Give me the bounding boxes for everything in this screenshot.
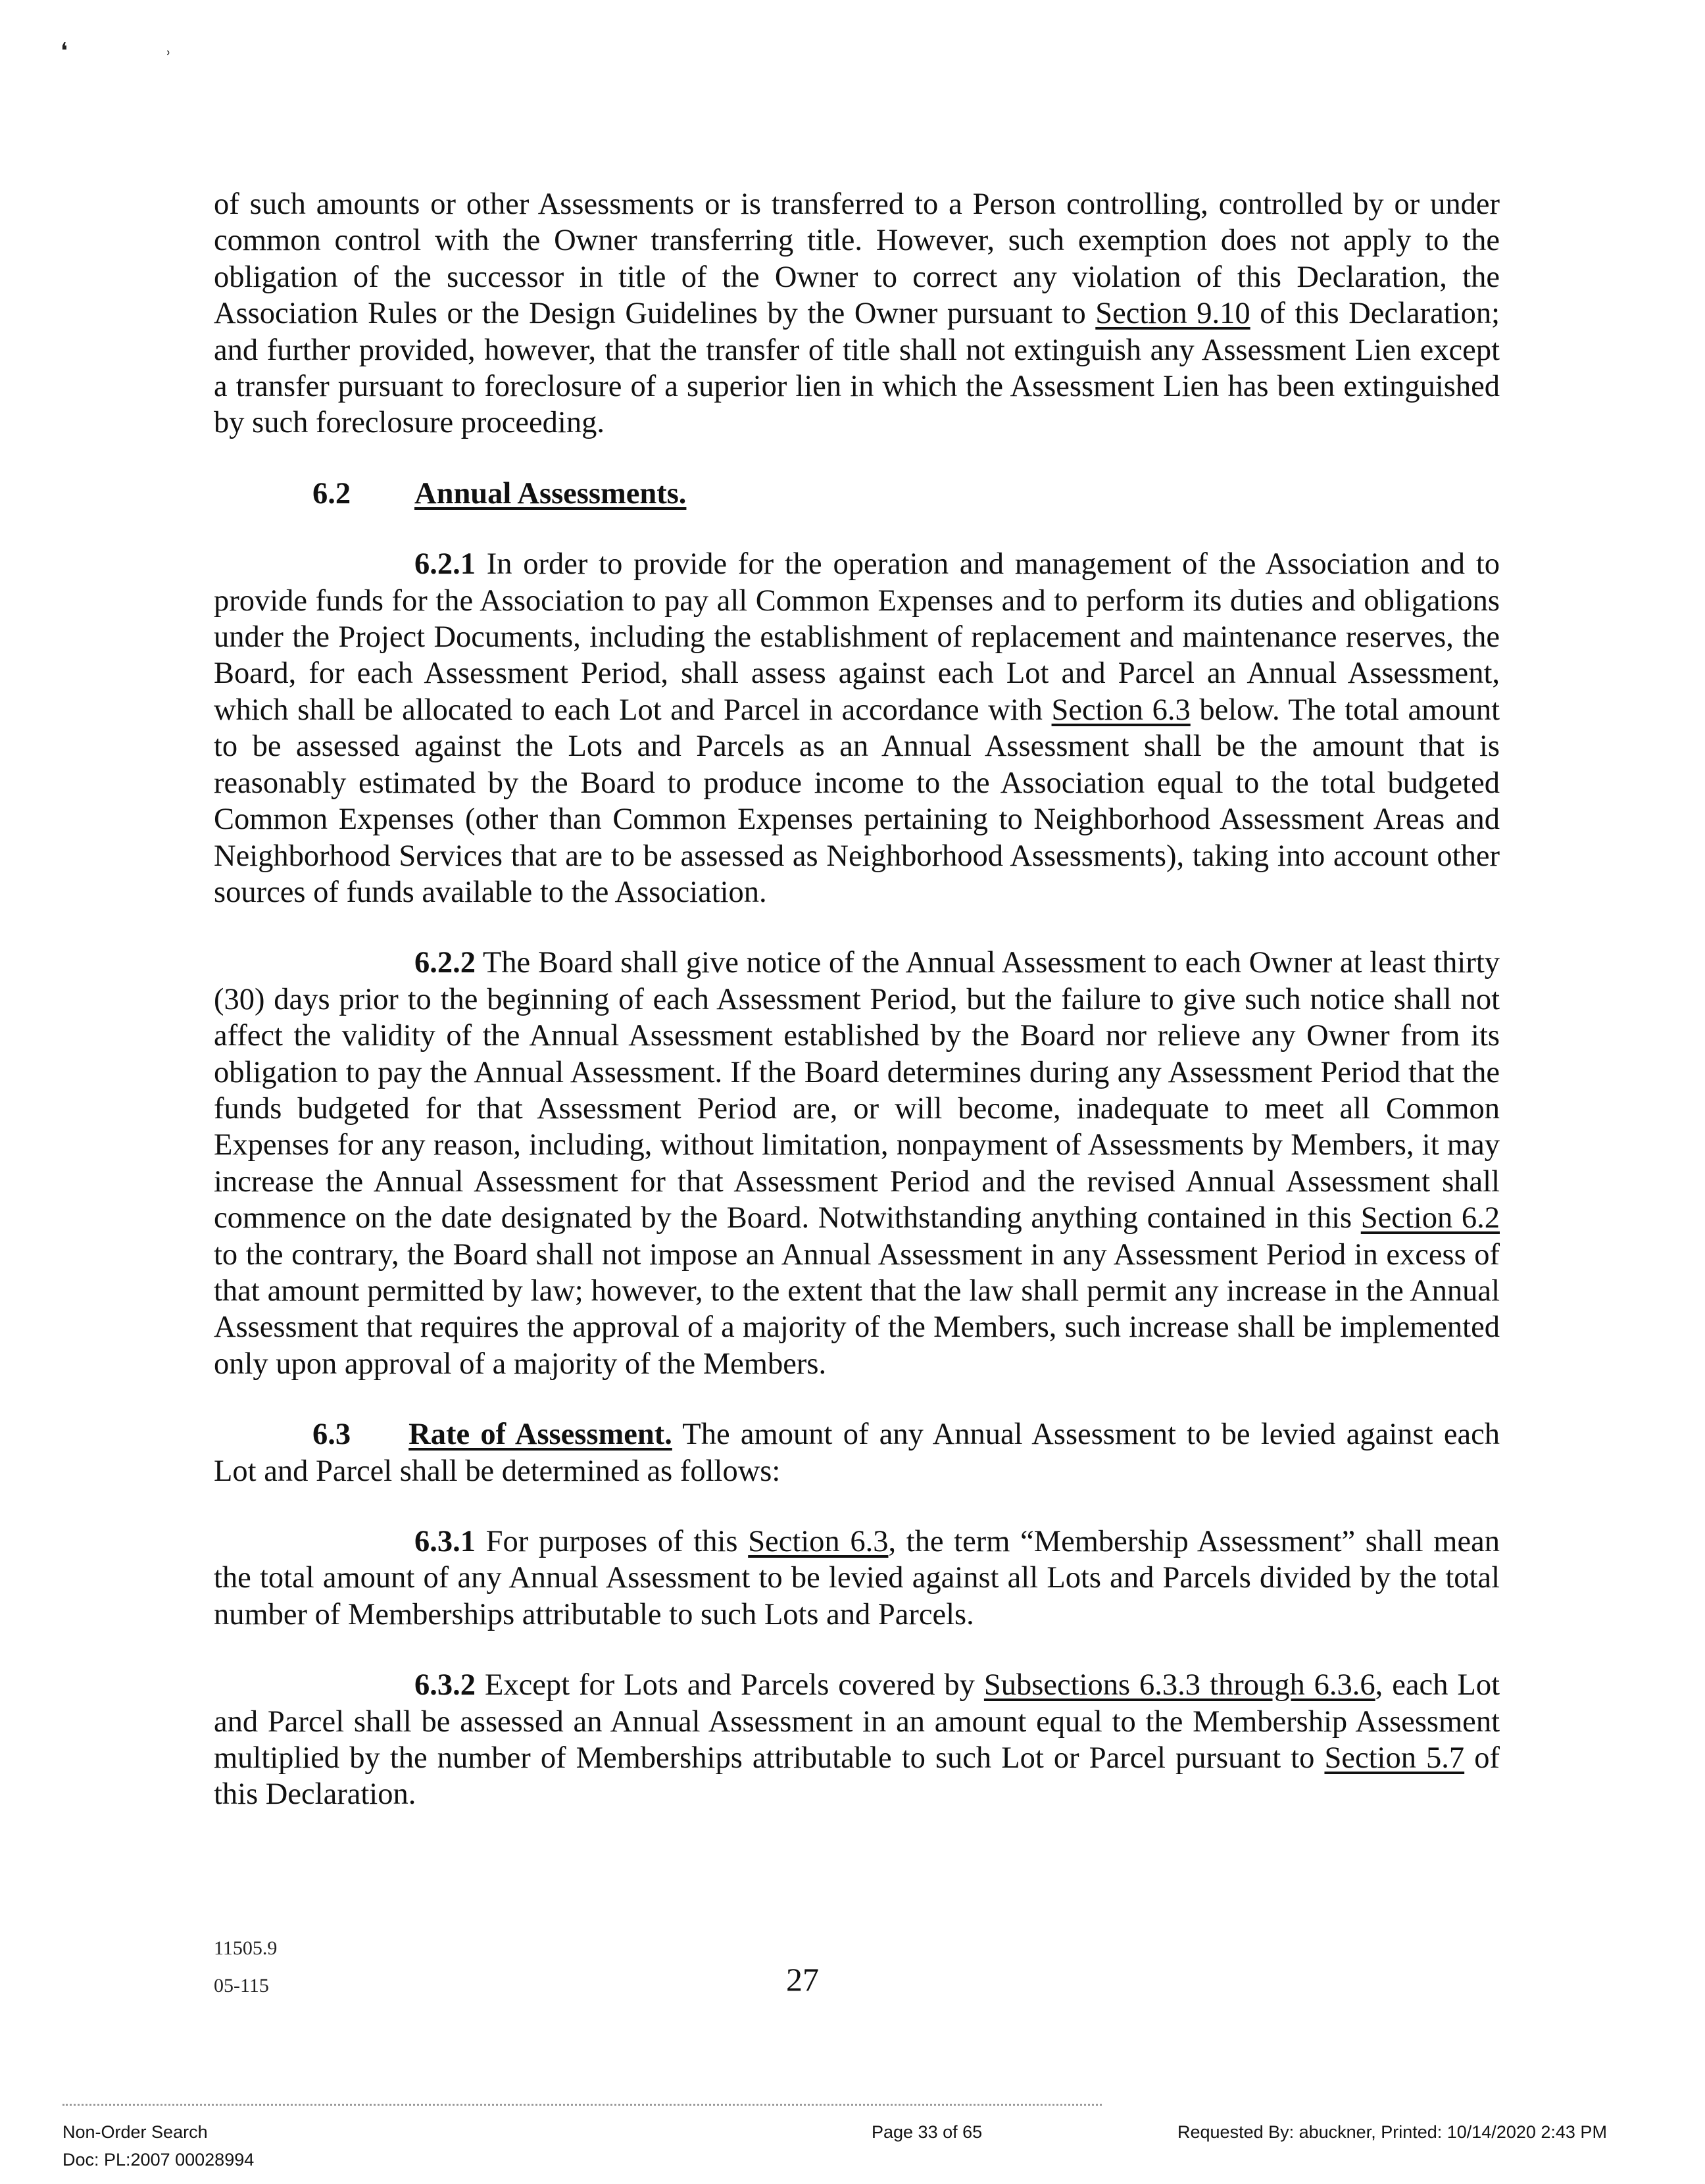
scan-speck-right: ˒ [164, 37, 172, 61]
scan-divider [62, 2104, 1102, 2106]
paragraph-text: of such amounts or other Assessments or is transferred to a Person controlling, controlled by or under common control with the Owner transferring title. However, such exemption does not apply to the obligation of the successor in title of the Owner to correct any violation of this Declaration, the Association Rules or the Design Guidelines by the Owner pursuant to [214, 187, 1500, 331]
paragraph-text: For purposes of this [476, 1525, 749, 1558]
paragraph-text: , the term “Membership Assessment” shall mean the total amount of any Annual Assessment to be levied against all Lots and Parcels divided by the total number of Memberships attributable to such Lots and Parcels. [214, 1525, 1500, 1631]
document-body [214, 186, 1500, 1813]
paragraph-6-3-2 [214, 1667, 1500, 1813]
paragraph-text: of this Declaration; and further provided, however, that the transfer of title shall not extinguish any Assessment Lien except a transfer pursuant to foreclosure of a superior lien in which the Assessment Lien has been extinguished by such foreclosure proceeding. [214, 297, 1500, 440]
footer-doc-id: Doc: PL:2007 00028994 [62, 2150, 255, 2170]
paragraph-text: , each Lot and Parcel shall be assessed an Annual Assessment in an amount equal to the Membership Assessment multiplied by the number of Memberships attributable to such Lot or Parcel pursuant to [214, 1668, 1500, 1775]
footer-page-count: Page 33 of 65 [872, 2122, 983, 2142]
paragraph-text: to the contrary, the Board shall not impose an Annual Assessment in any Assessment Period in excess of that amount permitted by law; however, to the extent that the law shall permit any increase in the Annual Assessment that requires the approval of a majority of the Members, such increase shall be implemented only upon approval of a majority of the Members. [214, 1237, 1500, 1381]
subsection-number: 6.3.1 [414, 1525, 476, 1558]
paragraph-text: of this Declaration. [214, 1741, 1500, 1812]
paragraph-text: The amount of any Annual Assessment to be levied against each Lot and Parcel shall be determined as follows: [214, 1418, 1500, 1488]
section-reference: Section 9.10 [1095, 297, 1250, 331]
section-number: 6.2 [312, 476, 351, 510]
section-reference: Section 6.3 [1051, 693, 1191, 727]
section-reference: Section 5.7 [1324, 1741, 1465, 1775]
document-code-number: 11505.9 [214, 1937, 278, 1959]
footer-search-type: Non-Order Search [62, 2122, 208, 2142]
paragraph-6-2-1 [214, 546, 1500, 910]
section-reference: Subsections 6.3.3 through 6.3.6 [983, 1668, 1375, 1702]
section-title: Rate of Assessment. [408, 1418, 672, 1452]
subsection-number: 6.2.1 [414, 547, 476, 582]
paragraph-6-2-2 [214, 945, 1500, 1382]
paragraph-intro [214, 186, 1500, 441]
footer-requested-by: Requested By: abuckner, Printed: 10/14/2020 2:43 PM [1177, 2122, 1607, 2142]
section-reference: Section 6.3 [748, 1525, 889, 1558]
paragraph-text: below. The total amount to be assessed against the Lots and Parcels as an Annual Assessment shall be the amount that is reasonably estimated by the Board to produce income to the Association equal to the total budgeted Common Expenses (other than Common Expenses pertaining to Neighborhood Assessment Areas and Neighborhood Services that are to be assessed as Neighborhood Assessments), taking into account other sources of funds available to the Association. [214, 693, 1500, 909]
subsection-number: 6.3.2 [414, 1668, 476, 1702]
paragraph-6-3 [214, 1416, 1500, 1489]
paragraph-text: The Board shall give notice of the Annual Assessment to each Owner at least thirty (30) days prior to the beginning of each Assessment Period, but the failure to give such notice shall not affect the validity of the Annual Assessment established by the Board nor relieve any Owner from its obligation to pay the Annual Assessment. If the Board determines during any Assessment Period that the funds budgeted for that Assessment Period are, or will become, inadequate to meet all Common Expenses for any reason, including, without limitation, nonpayment of Assessments by Members, it may increase the Annual Assessment for that Assessment Period and the revised Annual Assessment shall commence on the date designated by the Board. Notwithstanding anything contained in this [214, 946, 1500, 1235]
page-number: 27 [786, 1961, 819, 1998]
section-heading-6-2 [214, 476, 1500, 512]
paragraph-6-3-1 [214, 1524, 1500, 1633]
section-reference: Section 6.2 [1360, 1201, 1500, 1235]
subsection-number: 6.2.2 [414, 946, 476, 980]
paragraph-text: In order to provide for the operation and management of the Association and to provide funds for the Association to pay all Common Expenses and to perform its duties and obligations under the Project Documents, including the establishment of replacement and maintenance reserves, the Board, for each Assessment Period, shall assess against each Lot and Parcel an Annual Assessment, which shall be allocated to each Lot and Parcel in accordance with [214, 547, 1500, 727]
section-title: Annual Assessments. [414, 476, 687, 510]
section-number: 6.3 [312, 1418, 351, 1452]
paragraph-text: Except for Lots and Parcels covered by [476, 1668, 984, 1702]
scan-speck-left: ❛ [61, 39, 68, 64]
document-code-date: 05-115 [214, 1975, 269, 1997]
